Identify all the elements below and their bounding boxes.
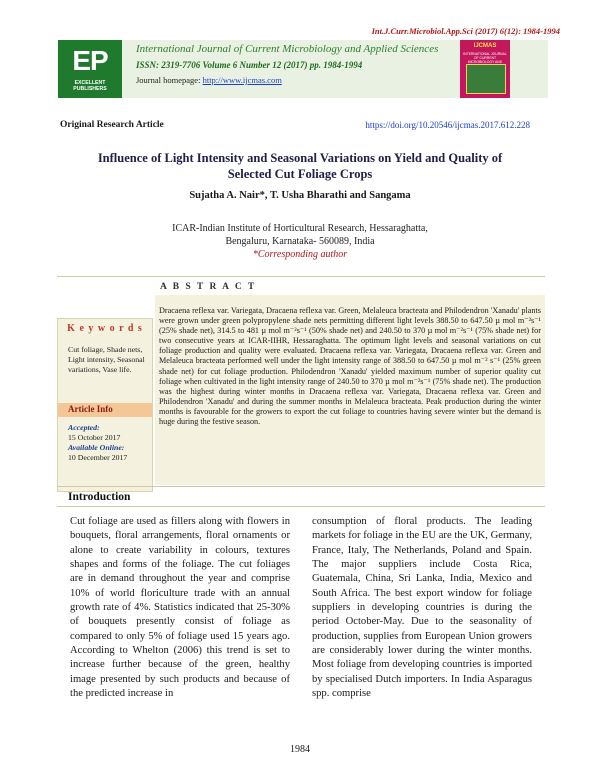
affiliation-line-2: Bengaluru, Karnataka- 560089, India xyxy=(225,236,375,247)
article-info-bar xyxy=(58,403,152,417)
keywords-sidebar xyxy=(57,318,153,492)
intro-column-left: Cut foliage are used as fillers along with flowers in bouquets, floral arrangements, floral ornaments or alone to create variability in colours, textures shapes and forms of the foliage. The cut foliages are in demand throughout the year and comprise 10% of world floriculture trade with an annual growth rate of 4%. Statistics indicated that 25-30% of bouquets presently consist of foliage as compared to only 5% of foliage used 15 years ago. According to Whelton (2006) this trend is set to increase further because of the green, healthy image presented by such products and because of the predicted increase in xyxy=(70,516,290,700)
homepage-label: Journal homepage: xyxy=(136,75,203,85)
affiliation xyxy=(80,222,520,261)
divider xyxy=(57,486,545,487)
publisher-logo xyxy=(58,40,122,98)
keywords-text: Cut foliage, Shade nets, Light intensity, Seasonal variations, Vase life. xyxy=(68,345,145,374)
abstract-text: Dracaena reflexa var. Variegata, Dracaena reflexa var. Green, Melaleuca bracteata and Philodendron 'Xanadu' plants were grown under green polypropylene shade nets permitting different light levels 388.50 to 647.50 µ mol m⁻²s⁻¹ (25% shade net), 314.5 to 481 µ mol m⁻²s⁻¹ (50% shade net) and 240.50 to 370 µ mol m⁻²s⁻¹ (75% shade net) for two consecutive years at ICAR-IIHR, Hessaraghatta. The optimum light levels and seasonal variations on cut foliage production and quality were evaluated. Dracaena reflexa var. Variegata, Dracaena reflexa var. Green and Melaleuca bracteata performed well under the light intensity range of 388.50 to 647.50 µ mol m⁻² s⁻¹ (25% green shade net) for cut foliage production. Philodendron 'Xanadu' yielded maximum number of superior quality cut foliage when cultivated in the light intensity range of 240.50 to 370 µ mol m⁻²s⁻¹ (75% shade net). The production was the highest during winter months in Dracaena reflexa var. Variegata, Dracaena reflexa var. Green and Philodendron 'Xanadu' and during the summer months in Melaleuca bracteata. Peak production during the winter months is favourable for the growers to export the cut foliage to countries having severe winter but the demand is huge during the festive season. xyxy=(159,306,541,427)
journal-issn: ISSN: 2319-7706 Volume 6 Number 12 (2017) pp. 1984-1994 xyxy=(136,60,363,70)
cover-subtitle: INTERNATIONAL JOURNAL OF CURRENT MICROBIOLOGY AND xyxy=(463,52,507,64)
journal-homepage xyxy=(136,75,282,85)
article-info-heading: Article Info xyxy=(68,404,113,414)
divider xyxy=(57,276,545,277)
abstract-box xyxy=(155,295,545,485)
paper-title: Influence of Light Intensity and Seasonal Variations on Yield and Quality of Selected Cut Foliage Crops xyxy=(97,151,503,181)
article-dates xyxy=(68,423,148,463)
page-number: 1984 xyxy=(290,744,310,755)
accepted-date: 15 October 2017 xyxy=(68,433,121,442)
divider xyxy=(57,506,545,507)
abstract-heading: A B S T R A C T xyxy=(160,282,257,292)
logo-text: EXCELLENT PUBLISHERS xyxy=(73,80,107,92)
keywords-heading: K e y w o r d s xyxy=(67,323,143,334)
online-label: Available Online: xyxy=(68,443,125,452)
doi-link[interactable]: https://doi.org/10.20546/ijcmas.2017.612.228 xyxy=(365,120,530,130)
running-head: Int.J.Curr.Microbiol.App.Sci (2017) 6(12): 1984-1994 xyxy=(371,26,560,36)
online-date: 10 December 2017 xyxy=(68,453,128,462)
journal-cover-image xyxy=(460,40,510,98)
journal-name: International Journal of Current Microbiology and Applied Sciences xyxy=(136,43,439,55)
authors: Sujatha A. Nair*, T. Usha Bharathi and Sangama xyxy=(189,190,411,201)
section-heading-introduction: Introduction xyxy=(68,491,131,503)
cover-photo xyxy=(466,64,506,94)
affiliation-line-1: ICAR-Indian Institute of Horticultural Research, Hessaraghatta, xyxy=(172,223,428,234)
accepted-label: Accepted: xyxy=(68,423,100,432)
homepage-link[interactable]: http://www.ijcmas.com xyxy=(202,75,282,85)
article-type: Original Research Article xyxy=(60,120,164,130)
cover-title: IJCMAS xyxy=(473,43,497,49)
intro-column-right: consumption of floral products. The leading markets for foliage in the EU are the UK, Germany, France, Italy, The Netherlands, Poland and Spain. The major suppliers include Costa Rica, Guatemala, China, Sri Lanka, India, Mexico and South Africa. The best export window for foliage suppliers in developing countries is during the period October-May. Due to the seasonality of production, supplies from European Union growers are considerably lower during the winter months. Most foliage from developing countries is imported by specialised Dutch importers. In India Asparagus spp. comprise xyxy=(312,516,532,700)
corresponding-author: *Corresponding author xyxy=(252,249,348,260)
logo-letters: EP xyxy=(72,45,108,76)
